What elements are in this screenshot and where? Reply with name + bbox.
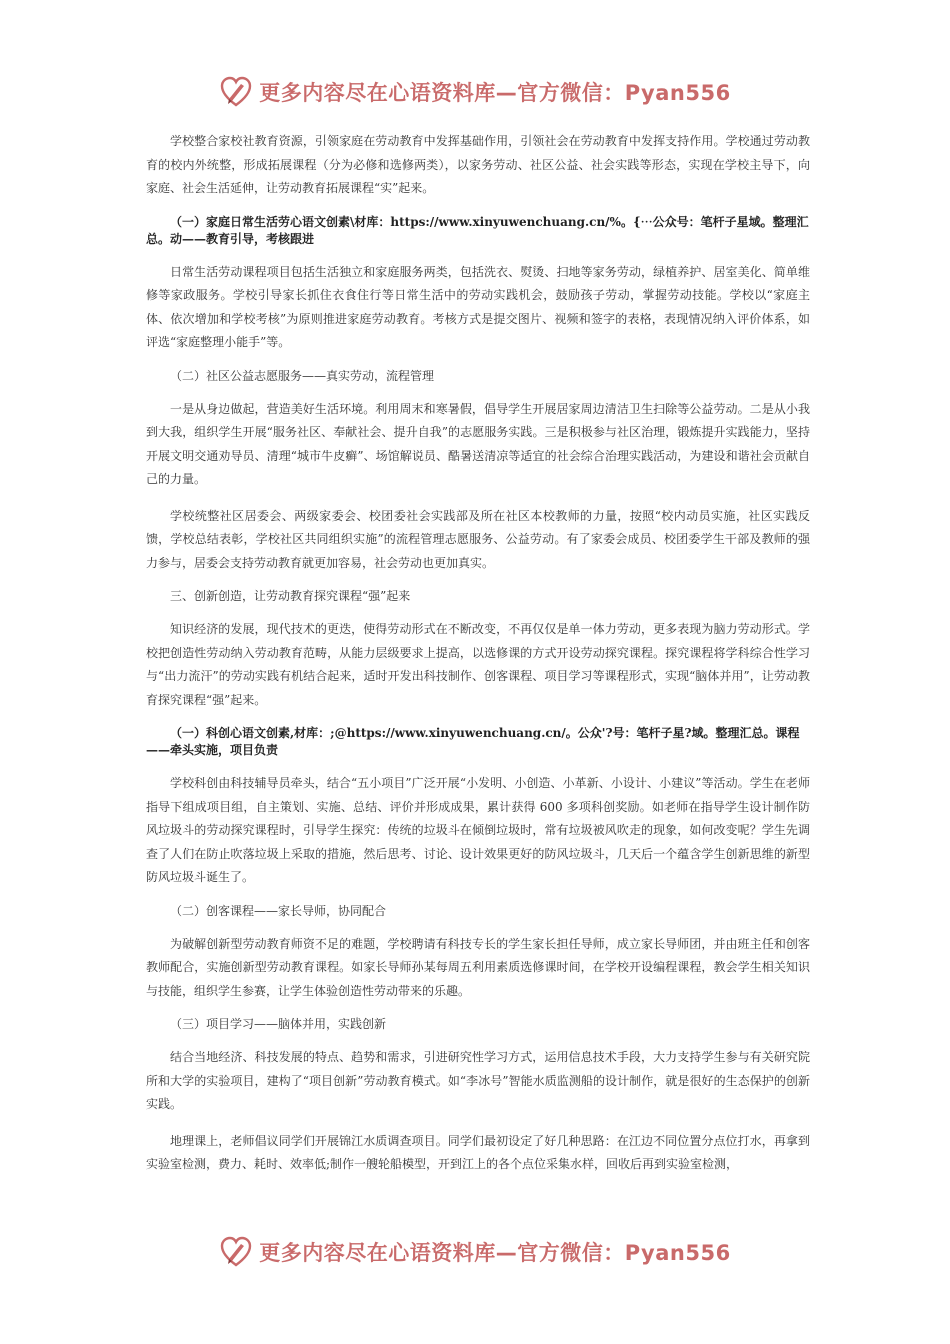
- paragraph: 知识经济的发展，现代技术的更迭，使得劳动形式在不断改变，不再仅仅是单一体力劳动，更多表现为脑力劳动形式。学校把创造性劳动纳入劳动教育范畴，从能力层级要求上提高，以选修课的方式开设劳动探究课程。探究课程将学科综合性学习与“出力流汗”的劳动实践有机结合起来，适时开发出科技制作、创客课程、项目学习等课程形式，实现“脑体并用”，让劳动教育探究课程“强”起来。: [146, 622, 810, 707]
- watermark-text: 更多内容尽在心语资料库—官方微信：Pyan556: [259, 81, 731, 105]
- paragraph: 日常生活劳动课程项目包括生活独立和家庭服务两类，包括洗衣、熨烫、扫地等家务劳动，绿植养护、居室美化、简单维修等家政服务。学校引导家长抓住衣食住行等日常生活中的劳动实践机会，鼓励孩子劳动，掌握劳动技能。学校以“家庭主体、依次增加和学校考核”为原则推进家庭劳动教育。考核方式是提交图片、视频和签字的表格，表现情况纳入评价体系，如评选“家庭整理小能手”等。: [146, 264, 810, 349]
- paragraph: 结合当地经济、科技发展的特点、趋势和需求，引进研究性学习方式，运用信息技术手段，大力支持学生参与有关研究院所和大学的实验项目，建构了“项目创新”劳动教育模式。如“李冰号”智能水质监测船的设计制作，就是很好的生态保护的创新实践。: [146, 1050, 810, 1111]
- section-heading: 三、创新创造，让劳动教育探究课程“强”起来: [170, 589, 411, 603]
- paragraph: 学校整合家校社教育资源，引领家庭在劳动教育中发挥基础作用，引领社会在劳动教育中发挥支持作用。学校通过劳动教育的校内外统整，形成拓展课程（分为必修和选修两类），以家务劳动、社区公益、社会实践等形态，实现在学校主导下，向家庭、社会生活延伸，让劳动教育拓展课程“实”起来。: [146, 134, 810, 195]
- section-heading: （二）创客课程——家长导师，协同配合: [170, 903, 387, 918]
- watermark-text: 更多内容尽在心语资料库—官方微信：Pyan556: [259, 1241, 731, 1265]
- paragraph: 为破解创新型劳动教育师资不足的难题，学校聘请有科技专长的学生家长担任导师，成立家长导师团，并由班主任和创客教师配合，实施创新型劳动教育课程。如家长导师孙某每周五利用素质选修课时间，在学校开设编程课程，教会学生相关知识与技能，组织学生参赛，让学生体验创造性劳动带来的乐趣。: [146, 936, 810, 998]
- paragraph: 学校科创由科技辅导员牵头，结合“五小项目”广泛开展“小发明、小创造、小革新、小设计、小建议”等活动。学生在老师指导下组成项目组，自主策划、实施、总结、评价并形成成果，累计获得 600 多项科创奖励。如老师在指导学生设计制作防风垃圾斗的劳动探究课程时，引导学生探究：传统的垃圾斗在倾倒垃圾时，常有垃圾被风吹走的现象，如何改变呢？学生先调查了人们在防止吹落垃圾上采取的措施，然后思考、讨论、设计效果更好的防风垃圾斗，几天后一个蕴含学生创新思维的新型防风垃圾斗诞生了。: [146, 776, 810, 884]
- section-heading: （三）项目学习——脑体并用，实践创新: [170, 1017, 387, 1031]
- footer-watermark-banner: [0, 1232, 950, 1272]
- paragraph: 学校统整社区居委会、两级家委会、校团委社会实践部及所在社区本校教师的力量，按照“校内动员实施，社区实践反馈，学校总结表彰，学校社区共同组织实施”的流程管理志愿服务、公益劳动。有了家委会成员、校团委学生干部及教师的强力参与，居委会支持劳动教育就更加容易，社会劳动也更加真实。: [146, 508, 810, 570]
- paragraph: 一是从身边做起，营造美好生活环境。利用周末和寒暑假，倡导学生开展居家周边清洁卫生扫除等公益劳动。二是从小我到大我，组织学生开展“服务社区、奉献社会、提升自我”的志愿服务实践。三是积极参与社区治理，锻炼提升实践能力，坚持开展文明交通劝导员、清理“城市牛皮癣”、场馆解说员、酷暑送清凉等适宜的社会综合治理实践活动，为建设和谐社会贡献自己的力量。: [146, 401, 810, 486]
- section-heading: （一）科创心语文创素,材库：;@https://www.xinyuwenchuang.cn/。公众'?号：笔杆子星?域。整理汇总。课程——牵头实施，项目负责: [146, 726, 800, 757]
- section-heading: （一）家庭日常生活劳心语文创素\材库：https://www.xinyuwenchuang.cn/%。{⋯公众号：笔杆子星域。整理汇总。动——教育引导，考核跟进: [146, 214, 809, 246]
- section-heading: （二）社区公益志愿服务——真实劳动，流程管理: [170, 368, 435, 383]
- paragraph: 地理课上，老师倡议同学们开展锦江水质调查项目。同学们最初设定了好几种思路：在江边不同位置分点位打水，再拿到实验室检测，费力、耗时、效率低;制作一艘轮船模型，开到江上的各个点位采集水样，回收后再到实验室检测，: [146, 1133, 810, 1171]
- pen-heart-logo-icon: [219, 1235, 253, 1269]
- article-body: [146, 130, 810, 1190]
- header-watermark-banner: [0, 72, 950, 112]
- pen-heart-logo-icon: [219, 75, 253, 109]
